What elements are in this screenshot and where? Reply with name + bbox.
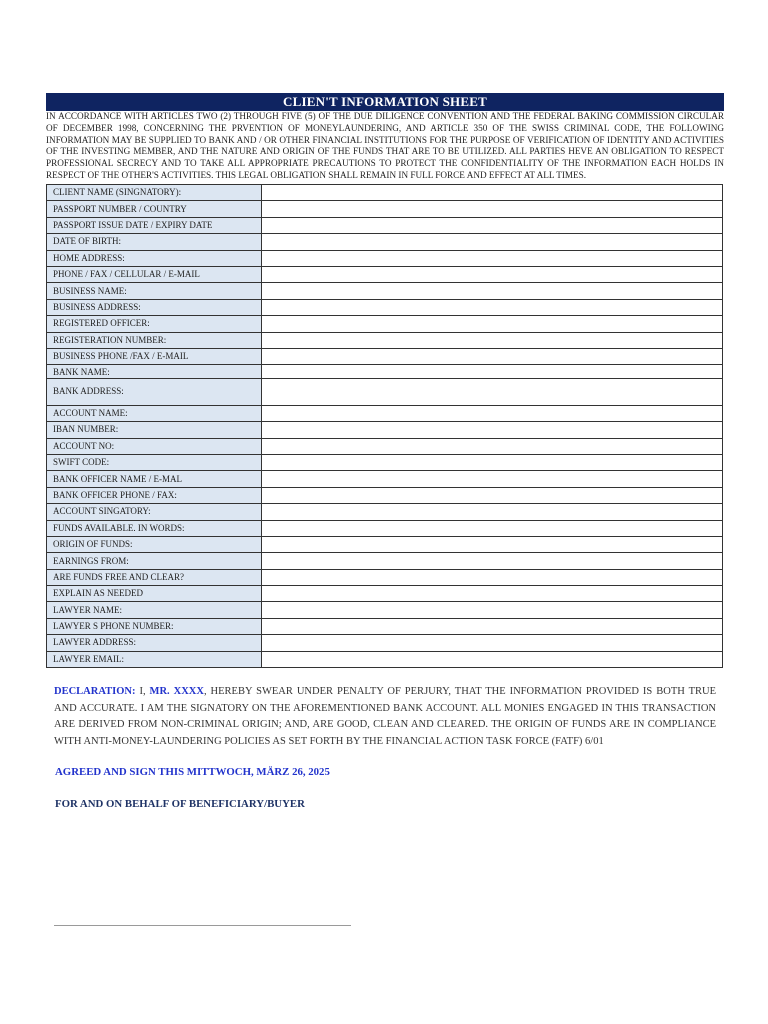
- table-row: [47, 201, 723, 217]
- field-label: BUSINESS PHONE /FAX / E-MAIL: [47, 348, 262, 364]
- lawyer-address-field[interactable]: [262, 635, 723, 651]
- table-row: [47, 185, 723, 201]
- field-label: SWIFT CODE:: [47, 454, 262, 470]
- declaration-paragraph: [54, 684, 716, 750]
- origin-of-funds-field[interactable]: [262, 536, 723, 552]
- table-row: [47, 422, 723, 438]
- lawyer-email-field[interactable]: [262, 651, 723, 667]
- table-row: [47, 234, 723, 250]
- field-label: ACCOUNT NAME:: [47, 405, 262, 421]
- table-row: [47, 316, 723, 332]
- table-row: [47, 217, 723, 233]
- field-label: BUSINESS ADDRESS:: [47, 299, 262, 315]
- table-row: [47, 520, 723, 536]
- account-name-field[interactable]: [262, 405, 723, 421]
- table-row: [47, 635, 723, 651]
- date-of-birth-field[interactable]: [262, 234, 723, 250]
- table-row: [47, 487, 723, 503]
- field-label: REGISTERATION NUMBER:: [47, 332, 262, 348]
- table-row: [47, 405, 723, 421]
- table-row: [47, 365, 723, 379]
- field-label: BANK NAME:: [47, 365, 262, 379]
- phone-contact-field[interactable]: [262, 266, 723, 282]
- field-label: LAWYER EMAIL:: [47, 651, 262, 667]
- field-label: CLIENT NAME (SINGNATORY):: [47, 185, 262, 201]
- funds-free-clear-field[interactable]: [262, 569, 723, 585]
- passport-dates-field[interactable]: [262, 217, 723, 233]
- field-label: FUNDS AVAILABLE. IN WORDS:: [47, 520, 262, 536]
- table-row: [47, 602, 723, 618]
- table-row: [47, 348, 723, 364]
- bank-officer-phone-field[interactable]: [262, 487, 723, 503]
- field-label: DATE OF BIRTH:: [47, 234, 262, 250]
- passport-number-field[interactable]: [262, 201, 723, 217]
- bank-officer-name-field[interactable]: [262, 471, 723, 487]
- table-row: [47, 536, 723, 552]
- field-label: BANK ADDRESS:: [47, 378, 262, 405]
- field-label: BUSINESS NAME:: [47, 283, 262, 299]
- declaration-pre-name: I,: [135, 686, 150, 697]
- table-row: [47, 378, 723, 405]
- bank-address-field[interactable]: [262, 378, 723, 405]
- table-row: [47, 651, 723, 667]
- lawyer-phone-field[interactable]: [262, 618, 723, 634]
- agreed-date-line: AGREED AND SIGN THIS MITTWOCH, MÄRZ 26, 2025: [55, 766, 330, 778]
- table-row: [47, 438, 723, 454]
- explain-field[interactable]: [262, 586, 723, 602]
- client-name-field[interactable]: [262, 185, 723, 201]
- field-label: PHONE / FAX / CELLULAR / E-MAIL: [47, 266, 262, 282]
- home-address-field[interactable]: [262, 250, 723, 266]
- client-info-table: [46, 184, 723, 668]
- table-row: [47, 266, 723, 282]
- bank-name-field[interactable]: [262, 365, 723, 379]
- swift-code-field[interactable]: [262, 454, 723, 470]
- field-label: IBAN NUMBER:: [47, 422, 262, 438]
- business-address-field[interactable]: [262, 299, 723, 315]
- field-label: ACCOUNT SINGATORY:: [47, 504, 262, 520]
- declaration-heading: DECLARATION:: [54, 686, 136, 697]
- account-signatory-field[interactable]: [262, 504, 723, 520]
- account-number-field[interactable]: [262, 438, 723, 454]
- field-label: EARNINGS FROM:: [47, 553, 262, 569]
- field-label: ARE FUNDS FREE AND CLEAR?: [47, 569, 262, 585]
- table-row: [47, 332, 723, 348]
- lawyer-name-field[interactable]: [262, 602, 723, 618]
- field-label: ACCOUNT NO:: [47, 438, 262, 454]
- business-name-field[interactable]: [262, 283, 723, 299]
- registration-number-field[interactable]: [262, 332, 723, 348]
- document-header: [46, 93, 724, 182]
- document-title: CLIEN'T INFORMATION SHEET: [46, 93, 724, 111]
- field-label: HOME ADDRESS:: [47, 250, 262, 266]
- field-label: PASSPORT NUMBER / COUNTRY: [47, 201, 262, 217]
- table-row: [47, 504, 723, 520]
- registered-officer-field[interactable]: [262, 316, 723, 332]
- earnings-from-field[interactable]: [262, 553, 723, 569]
- iban-field[interactable]: [262, 422, 723, 438]
- table-row: [47, 283, 723, 299]
- field-label: EXPLAIN AS NEEDED: [47, 586, 262, 602]
- field-label: BANK OFFICER NAME / E-MAL: [47, 471, 262, 487]
- table-row: [47, 250, 723, 266]
- intro-paragraph: IN ACCORDANCE WITH ARTICLES TWO (2) THROUGH FIVE (5) OF THE DUE DILIGENCE CONVENTION AND THE FEDERAL BAKING COMMISSION CIRCULAR OF DECEMBER 1998, CONCERNING THE PRVENTION OF MONEYLAUNDERING, AND ARTICLE 350 OF THE SWISS CRIMINAL CODE, THE FOLLOWING INFORMATION MAY BE SUPPLIED TO BANK AND / OR OTHER FINANCIAL INSTITUTIONS FOR THE PURPOSE OF VERIFICATION OF IDENTITY AND ACTIVITIES OF THE INVESTING MEMBER, AND THE NATURE AND ORIGIN OF THE FUNDS THAT ARE TO BE UTILIZED. ALL PARTIES HEVE AN OBLIGATION TO RESPECT PROFESSIONAL SECRECY AND TO TAKE ALL APPROPRIATE PRECAUTIONS TO PROTECT THE CONFIDENTIALITY OF THE INFORMATION EACH HOLDS IN RESPECT OF THE OTHER'S ACTIVITIES. THIS LEGAL OBLIGATION SHALL REMAIN IN FULL FORCE AND EFFECT AT ALL TIMES.: [46, 111, 724, 180]
- table-row: [47, 586, 723, 602]
- field-label: LAWYER ADDRESS:: [47, 635, 262, 651]
- declaration-body: , HEREBY SWEAR UNDER PENALTY OF PERJURY, THAT THE INFORMATION PROVIDED IS BOTH TRUE AND ACCURATE. I AM THE SIGNATORY ON THE AFOREMENTIONED BANK ACCOUNT. ALL MONIES ENGAGED IN THIS TRANSACTION ARE DERIVED FROM NON-CRIMINAL ORIGIN; AND, ARE GOOD, CLEAN AND CLEARED. THE ORIGIN OF FUNDS ARE IN COMPLIANCE WITH ANTI-MONEY-LAUNDERING POLICIES AS SET FORTH BY THE FINANCIAL ACTION TASK FORCE (FATF) 6/01: [54, 686, 716, 747]
- table-row: [47, 553, 723, 569]
- business-phone-field[interactable]: [262, 348, 723, 364]
- field-label: LAWYER NAME:: [47, 602, 262, 618]
- table-row: [47, 454, 723, 470]
- table-row: [47, 471, 723, 487]
- table-row: [47, 618, 723, 634]
- field-label: PASSPORT ISSUE DATE / EXPIRY DATE: [47, 217, 262, 233]
- funds-available-field[interactable]: [262, 520, 723, 536]
- field-label: LAWYER S PHONE NUMBER:: [47, 618, 262, 634]
- declarant-name: MR. XXXX: [149, 686, 204, 697]
- field-label: REGISTERED OFFICER:: [47, 316, 262, 332]
- table-row: [47, 299, 723, 315]
- behalf-line: FOR AND ON BEHALF OF BENEFICIARY/BUYER: [55, 798, 305, 810]
- field-label: BANK OFFICER PHONE / FAX:: [47, 487, 262, 503]
- table-row: [47, 569, 723, 585]
- field-label: ORIGIN OF FUNDS:: [47, 536, 262, 552]
- signature-line[interactable]: [54, 925, 351, 926]
